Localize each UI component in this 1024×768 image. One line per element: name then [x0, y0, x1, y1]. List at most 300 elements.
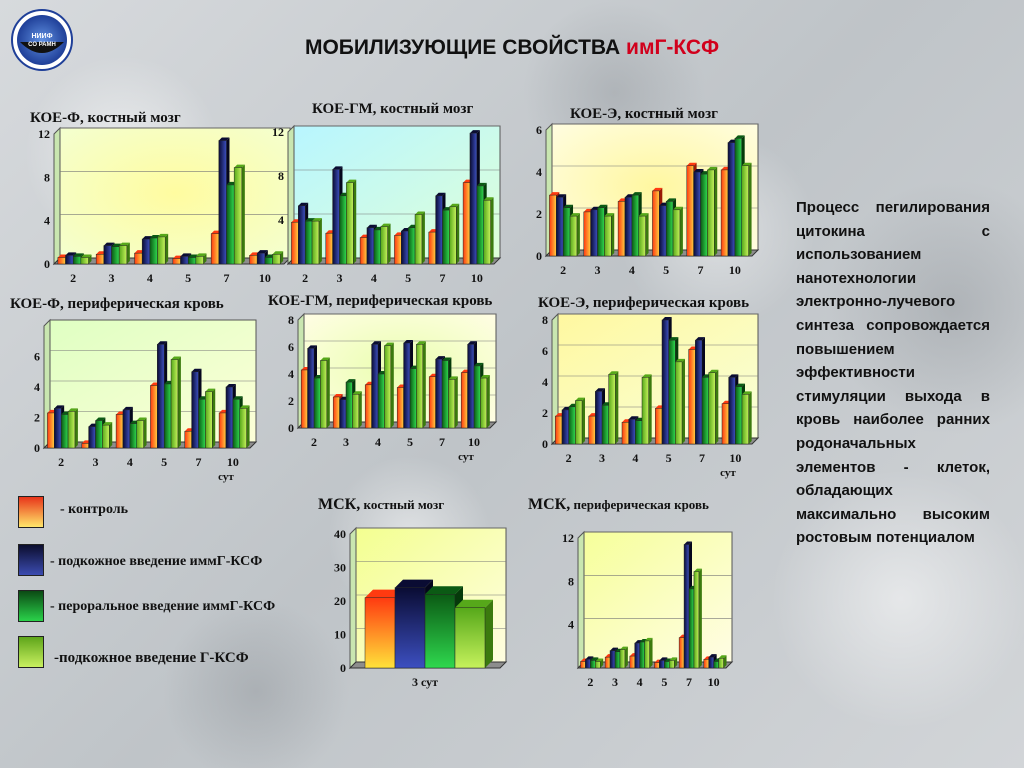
legend-item-sc-immg	[18, 544, 338, 580]
x-tick-label: 2	[560, 263, 567, 277]
bar-front	[326, 233, 333, 264]
side-wall-msk_pb	[578, 532, 584, 668]
x-tick-label: 2	[302, 271, 309, 285]
page-title-main: МОБИЛИЗУЮЩИЕ СВОЙСТВА	[304, 36, 627, 59]
bar	[234, 165, 245, 264]
bar-front	[54, 408, 61, 448]
bar-front	[605, 657, 610, 668]
bar-side	[165, 234, 168, 264]
bar-front	[704, 659, 709, 668]
x-tick-label: 7	[697, 263, 704, 277]
bar-front	[394, 235, 401, 264]
bar-front	[333, 397, 339, 428]
bar-front	[654, 663, 659, 668]
bar-front	[333, 169, 340, 264]
chart-msk_bm	[334, 527, 506, 689]
bar-front	[590, 660, 595, 668]
bar	[707, 167, 717, 256]
legend-label-oral-immg: - пероральное введение иммГ-КСФ	[50, 599, 276, 614]
bar	[320, 358, 329, 429]
bar-front	[360, 238, 367, 264]
y-tick-label: 40	[334, 527, 346, 541]
bar	[312, 218, 322, 264]
x-tick-label: 10	[728, 263, 741, 277]
bar-front	[301, 370, 307, 428]
y-tick-label: 8	[542, 313, 548, 327]
y-tick-label: 8	[568, 574, 574, 589]
bar-front	[408, 228, 415, 264]
bar-side	[582, 398, 585, 444]
bar-side	[242, 165, 245, 264]
bar-front	[196, 256, 204, 264]
bar-front	[226, 387, 233, 448]
bar-front	[61, 414, 68, 448]
bar-front	[401, 231, 408, 264]
plot-area-koe_f_bm	[60, 128, 290, 258]
bar-front	[199, 399, 206, 448]
bar-front	[298, 206, 305, 264]
bar-front	[728, 143, 735, 256]
x-tick-label: 3	[336, 271, 343, 285]
bar-front	[562, 410, 569, 444]
bar-front	[273, 254, 281, 264]
bar-front	[610, 651, 615, 668]
y-tick-label: 4	[542, 375, 548, 389]
y-tick-label: 0	[340, 661, 346, 675]
bar-front	[305, 221, 312, 264]
bar-front	[675, 362, 682, 444]
bar-front	[719, 658, 724, 668]
y-tick-label: 6	[34, 349, 40, 364]
x-axis-unit: сут	[720, 467, 736, 479]
bar-front	[257, 253, 265, 264]
bar-side	[423, 341, 426, 428]
x-tick-label: 3 сут	[411, 675, 439, 689]
bar-front	[96, 254, 104, 264]
bar	[620, 647, 628, 668]
bar-front	[630, 656, 635, 668]
bar	[449, 204, 459, 264]
x-tick-label: 2	[58, 455, 65, 469]
bar	[719, 655, 727, 668]
bar	[119, 243, 130, 264]
bar-front	[211, 234, 219, 264]
bar-front	[436, 359, 442, 428]
bar	[448, 376, 457, 428]
bar-side	[391, 343, 394, 428]
bar-front	[615, 652, 620, 668]
bar	[639, 213, 649, 256]
bar-front	[742, 166, 749, 256]
bar	[273, 251, 284, 264]
bar-front	[312, 221, 319, 264]
chart-koe_f_bm	[38, 127, 290, 285]
bar	[196, 253, 207, 264]
bar-front	[694, 172, 701, 256]
bar-front	[384, 346, 390, 428]
legend-item-oral-immg	[18, 590, 338, 626]
chart-title-msk-bm-b: костный мозг	[360, 497, 445, 512]
bar-side	[455, 376, 458, 428]
bar-front	[735, 387, 742, 444]
y-tick-label: 4	[44, 213, 50, 228]
bar	[575, 398, 585, 444]
bar-front	[604, 216, 611, 256]
bar	[642, 374, 652, 444]
bar	[102, 422, 112, 448]
bar-front	[709, 657, 714, 668]
bar-front	[714, 662, 719, 669]
x-tick-label: 4	[370, 271, 377, 285]
bar-front	[158, 237, 166, 264]
bar-front	[448, 379, 454, 428]
bar-side	[749, 163, 752, 256]
bar-front	[367, 228, 374, 264]
y-tick-label: 0	[44, 257, 50, 271]
bar	[171, 357, 181, 448]
bar-front	[73, 256, 81, 264]
x-tick-label: 10	[729, 451, 742, 465]
legend-label-sc-gcsf: -подкожное введение Г-КСФ	[54, 650, 249, 666]
bar-front	[645, 641, 650, 668]
bar-side	[682, 359, 685, 444]
chart-title-msk-pb-b: периферическая кровь	[570, 497, 709, 512]
y-tick-label: 8	[44, 170, 50, 185]
bar-front	[549, 195, 556, 256]
bar-side	[646, 213, 649, 256]
y-tick-label: 4	[288, 367, 294, 381]
bar-front	[374, 230, 381, 264]
bar-side	[714, 167, 717, 256]
bar-front	[89, 427, 96, 448]
bar-front	[659, 206, 666, 256]
y-tick-label: 4	[568, 617, 574, 632]
legend-item-sc-gcsf	[18, 636, 338, 672]
bar	[352, 391, 361, 428]
bar-side	[212, 389, 215, 448]
x-tick-label: 2	[587, 675, 594, 689]
bar-side	[577, 213, 580, 256]
bar-front	[346, 382, 352, 428]
bar-front	[104, 246, 112, 264]
bar-front	[664, 662, 669, 669]
y-tick-label: 2	[288, 394, 294, 408]
legend-swatch-sc-immg	[18, 544, 44, 576]
bar-front	[314, 378, 320, 428]
bar-front	[474, 366, 480, 428]
bar-side	[422, 212, 425, 265]
bar	[484, 197, 494, 264]
chart-title-koe-e-pb: КОЕ-Э, периферическая кровь	[538, 295, 750, 311]
bar-front	[742, 394, 749, 444]
bar-front	[640, 642, 645, 668]
x-tick-label: 7	[223, 271, 230, 285]
side-wall-msk_bm	[350, 528, 356, 668]
bar-front	[689, 349, 696, 444]
bar-front	[722, 404, 729, 444]
side-wall-koe_f_bm	[54, 128, 60, 264]
bar-side	[715, 370, 718, 444]
bar-side	[487, 375, 490, 428]
x-tick-label: 5	[405, 271, 412, 285]
bar-side	[615, 371, 618, 444]
bar-side	[319, 218, 322, 264]
bar-front	[569, 407, 576, 444]
x-tick-label: 4	[628, 263, 635, 277]
bar-front	[340, 196, 347, 264]
y-tick-label: 12	[562, 531, 574, 545]
bar-front	[416, 344, 422, 428]
y-tick-label: 6	[288, 340, 294, 354]
bar	[137, 418, 147, 448]
x-tick-label: 4	[636, 675, 643, 689]
bar-front	[684, 545, 689, 669]
bar-front	[119, 246, 127, 264]
bar	[68, 408, 78, 448]
y-tick-label: 8	[278, 169, 284, 183]
y-tick-label: 6	[536, 123, 542, 137]
bar-side	[485, 600, 493, 668]
y-tick-label: 0	[542, 437, 548, 451]
bar-front	[340, 400, 346, 428]
y-tick-label: 8	[288, 313, 294, 327]
bar-front	[666, 201, 673, 256]
bar-front	[673, 210, 680, 256]
x-tick-label: 4	[632, 451, 639, 465]
bar-side	[625, 647, 628, 668]
chart-koe_gm_pb	[288, 313, 496, 463]
bar-side	[491, 197, 494, 264]
bar-front	[157, 344, 164, 448]
bar-front	[82, 443, 89, 448]
legend-item-control	[18, 496, 338, 532]
bar-front	[729, 377, 736, 444]
bar-side	[456, 204, 459, 264]
bar-front	[150, 238, 158, 264]
bar-front	[137, 421, 144, 448]
x-tick-label: 3	[92, 455, 99, 469]
bar	[675, 359, 685, 444]
legend-label-control: - контроль	[60, 502, 129, 517]
chart-title-koe-f-bm: КОЕ-Ф, костный мозг	[30, 110, 181, 126]
bar-front	[639, 216, 646, 256]
bar	[609, 371, 619, 444]
x-tick-label: 2	[565, 451, 572, 465]
y-tick-label: 0	[34, 441, 40, 455]
bar-front	[735, 138, 742, 256]
bar-front	[652, 191, 659, 256]
bar-front	[381, 227, 388, 264]
logo-text-line2: СО РАМН	[28, 42, 56, 48]
bar-front	[602, 405, 609, 444]
bar	[346, 180, 356, 264]
bar-front	[669, 660, 674, 668]
bar-front	[635, 643, 640, 668]
bar-front	[150, 385, 157, 448]
bar-side	[178, 357, 181, 448]
bar-front	[112, 247, 120, 264]
bar	[455, 600, 493, 668]
chart-title-msk-pb	[528, 496, 709, 514]
bar-front	[591, 210, 598, 256]
bar-front	[397, 388, 403, 429]
bar-front	[219, 141, 227, 265]
x-tick-label: 3	[599, 451, 605, 465]
bar	[416, 341, 425, 428]
x-tick-label: 3	[108, 271, 115, 285]
chart-msk_pb	[562, 531, 732, 689]
bar-front	[66, 255, 74, 264]
bar-front	[410, 369, 416, 428]
y-tick-label: 2	[536, 207, 542, 221]
bar-side	[649, 374, 652, 444]
x-tick-label: 3	[594, 263, 601, 277]
bar-front	[250, 255, 258, 264]
y-tick-label: 0	[536, 249, 542, 263]
bar-front	[669, 340, 676, 444]
chart-title-msk-pb-a: МСК,	[528, 496, 571, 513]
bar-front	[584, 212, 591, 256]
y-tick-label: 30	[334, 560, 346, 575]
chart-koe_e_bm	[536, 123, 758, 277]
bar	[205, 389, 215, 448]
bar-front	[123, 410, 130, 448]
bar-front	[461, 373, 467, 428]
bar	[742, 391, 752, 444]
bar-side	[144, 418, 147, 448]
bar-front	[429, 232, 436, 264]
bar-front	[480, 378, 486, 428]
y-tick-label: 12	[38, 127, 50, 141]
x-tick-label: 7	[686, 675, 692, 689]
bar-front	[116, 414, 123, 448]
y-tick-label: 4	[278, 213, 284, 227]
bar-side	[353, 180, 356, 264]
chart-title-koe-f-pb: КОЕ-Ф, периферическая кровь	[10, 296, 224, 312]
x-tick-label: 5	[185, 271, 192, 285]
bar	[158, 234, 169, 264]
bar-front	[477, 186, 484, 264]
bar-front	[632, 195, 639, 256]
bar	[742, 163, 752, 256]
bar-front	[598, 208, 605, 256]
bar-front	[659, 660, 664, 668]
bar-front	[635, 421, 642, 444]
chart-title-msk-bm-a: МСК,	[318, 496, 361, 513]
bar-side	[247, 405, 250, 448]
bar	[81, 255, 92, 265]
bar-front	[58, 258, 66, 265]
bar-side	[749, 391, 752, 444]
bar-front	[442, 361, 448, 429]
y-tick-label: 4	[34, 380, 40, 394]
bar-front	[642, 377, 649, 444]
bar-front	[102, 425, 109, 448]
x-tick-label: 5	[665, 451, 672, 465]
bar-front	[173, 259, 181, 264]
y-tick-label: 20	[334, 594, 346, 608]
bar-front	[130, 424, 137, 448]
bar-front	[415, 215, 422, 265]
x-axis-unit: сут	[218, 471, 234, 483]
legend-label-sc-immg: - подкожное введение иммГ-КСФ	[50, 554, 263, 569]
bar-front	[709, 373, 716, 444]
x-tick-label: 5	[407, 435, 413, 449]
bar-front	[291, 222, 298, 264]
legend-swatch-control	[18, 496, 44, 528]
bar-front	[425, 594, 455, 668]
bar-side	[611, 213, 614, 256]
bar-front	[171, 360, 178, 448]
x-tick-label: 7	[699, 451, 705, 465]
bar-front	[595, 662, 600, 669]
x-tick-label: 5	[661, 675, 668, 689]
bar-side	[388, 224, 391, 264]
bar-front	[47, 413, 54, 448]
bar-front	[707, 170, 714, 256]
x-tick-label: 3	[343, 435, 349, 449]
bar-front	[135, 253, 143, 264]
bar-front	[575, 401, 582, 444]
bar-front	[164, 384, 171, 448]
bar-front	[240, 408, 247, 448]
y-tick-label: 0	[288, 421, 294, 435]
bar-side	[359, 391, 362, 428]
x-tick-label: 2	[311, 435, 317, 449]
bar	[480, 375, 489, 428]
bar	[570, 213, 580, 256]
bar-front	[372, 344, 378, 428]
bar-side	[680, 207, 683, 256]
bar-front	[679, 638, 684, 668]
x-tick-label: 10	[470, 271, 483, 285]
bar	[709, 370, 719, 444]
bar-front	[655, 408, 662, 444]
x-axis-unit: сут	[458, 451, 474, 463]
x-tick-label: 4	[146, 271, 153, 285]
bar-front	[555, 416, 562, 444]
bar-front	[142, 239, 150, 264]
x-tick-label: 4	[126, 455, 133, 469]
bar-side	[75, 408, 78, 448]
bar-side	[327, 358, 330, 429]
bar-front	[580, 662, 585, 669]
bar-side	[127, 243, 130, 264]
y-tick-label: 6	[542, 344, 548, 358]
bar	[384, 343, 393, 428]
bar-front	[404, 343, 410, 428]
bar	[240, 405, 250, 448]
bar-front	[181, 256, 189, 264]
bar-front	[219, 413, 226, 448]
page-title-accent: имГ-КСФ	[626, 36, 720, 59]
bar-front	[227, 185, 235, 264]
bar-side	[699, 569, 702, 668]
bar-front	[205, 392, 212, 448]
bar-front	[721, 170, 728, 256]
x-tick-label: 3	[612, 675, 618, 689]
x-tick-label: 7	[195, 455, 202, 469]
x-tick-label: 7	[439, 435, 445, 449]
bar-front	[620, 650, 625, 668]
bar-front	[694, 572, 699, 668]
logo-text-line1: НИИФ	[31, 33, 53, 40]
plot-area-msk_pb	[584, 532, 732, 662]
y-tick-label: 2	[542, 406, 548, 420]
bar-front	[234, 168, 242, 264]
bar-front	[468, 344, 474, 428]
bar	[381, 224, 391, 264]
